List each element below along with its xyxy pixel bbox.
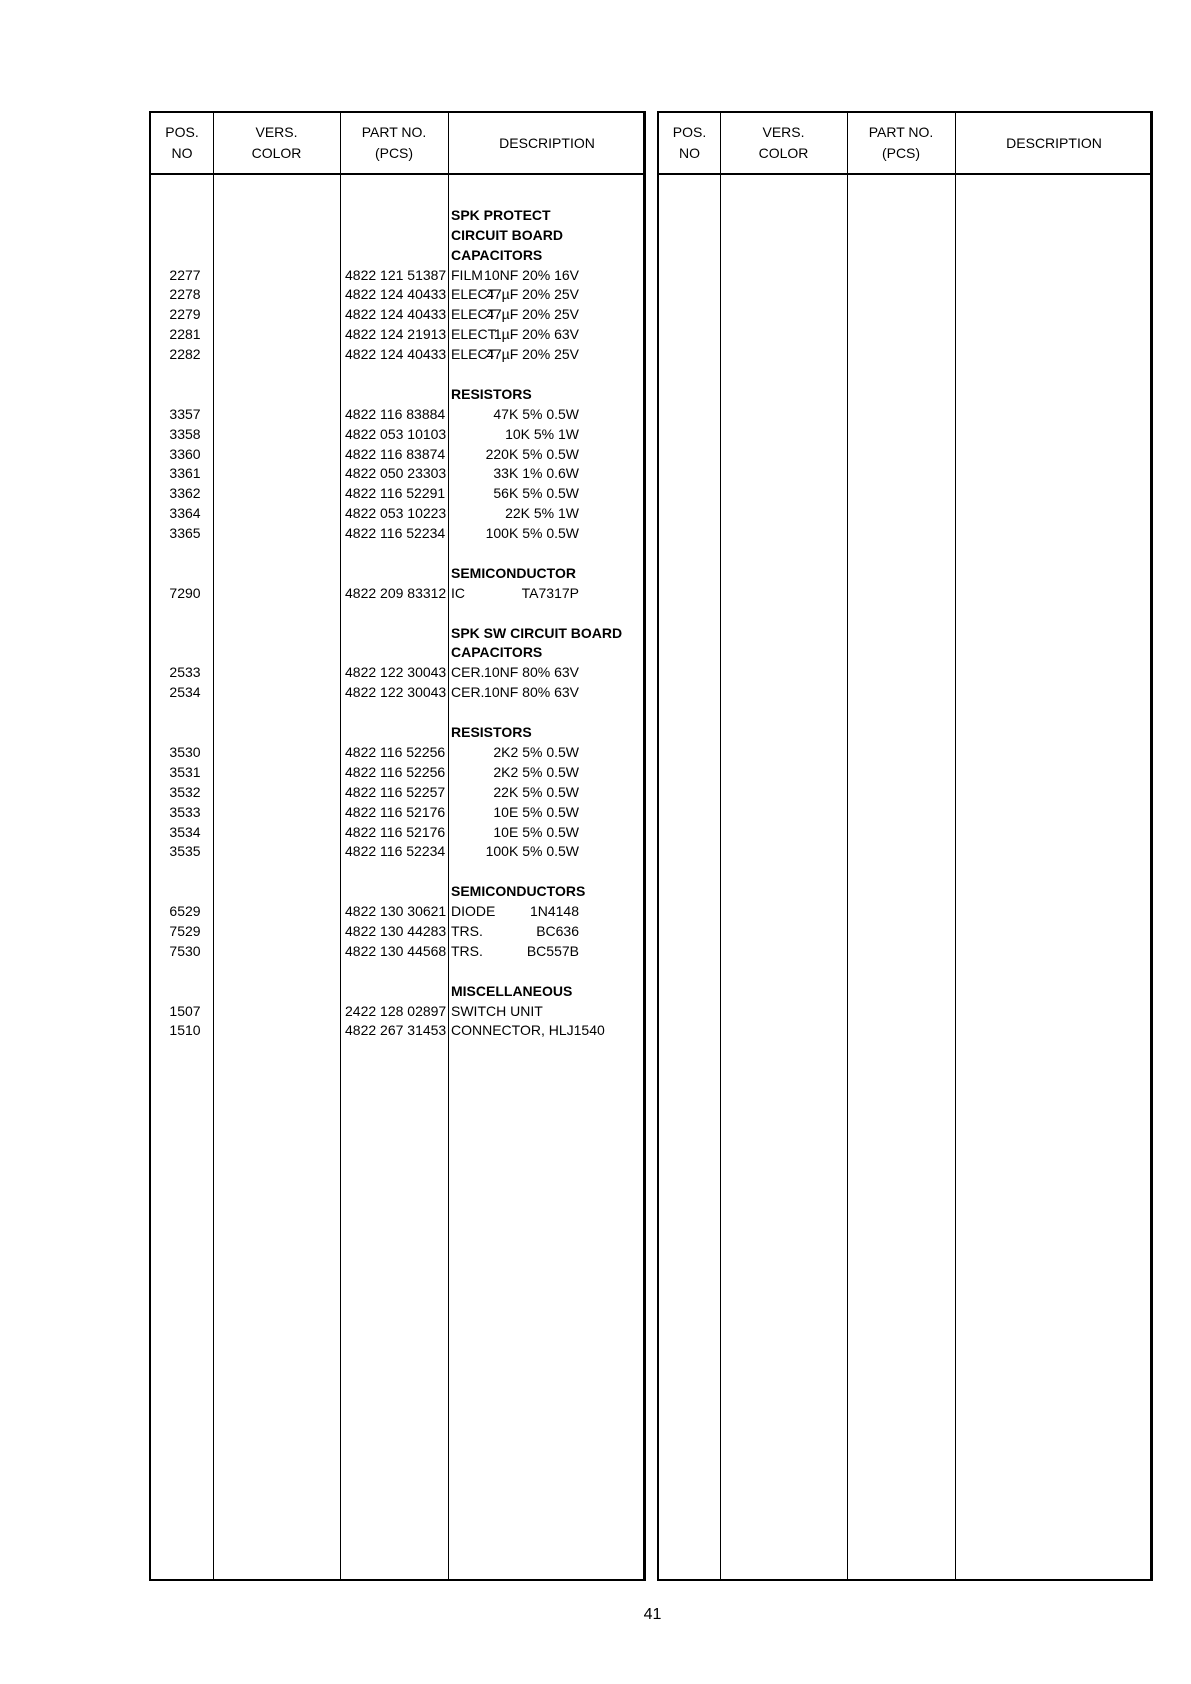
section-heading-text: CIRCUIT BOARD xyxy=(451,226,563,243)
part-no: 4822 124 40433 xyxy=(345,346,447,363)
header-part-no: PART NO. (PCS) xyxy=(868,124,934,161)
part-no: 4822 209 83312 xyxy=(345,584,447,601)
spacer-row xyxy=(151,862,643,882)
pos-no: 3361 xyxy=(169,465,201,482)
table-header xyxy=(151,113,643,175)
pos-no: 3534 xyxy=(169,823,201,840)
page-number: 41 xyxy=(643,1606,662,1623)
table-row xyxy=(151,405,643,425)
part-no: 4822 124 40433 xyxy=(345,306,447,323)
description-type: ELECT xyxy=(451,286,497,303)
spacer-row xyxy=(151,703,643,723)
pos-no: 7290 xyxy=(169,584,201,601)
description-value: 100K 5% 0.5W xyxy=(485,525,579,542)
part-no: 4822 050 23303 xyxy=(345,465,447,482)
part-no: 4822 124 21913 xyxy=(345,326,447,343)
column-divider xyxy=(955,113,956,1579)
table-row xyxy=(151,285,643,305)
table-row xyxy=(151,1002,643,1022)
header-part-no: PART NO. (PCS) xyxy=(361,124,427,161)
table-row xyxy=(151,902,643,922)
section-heading-text: MISCELLANEOUS xyxy=(451,982,573,999)
pos-no: 6529 xyxy=(169,903,201,920)
description-value: 1µF 20% 63V xyxy=(493,326,579,343)
table-row xyxy=(151,464,643,484)
part-no: 4822 053 10223 xyxy=(345,505,447,522)
description-value: 100K 5% 0.5W xyxy=(485,843,579,860)
description-type: ELECT xyxy=(451,326,497,343)
part-no: 4822 116 83874 xyxy=(345,445,446,462)
description-value: 1N4148 xyxy=(529,903,579,920)
parts-table-right xyxy=(657,111,1153,1581)
description-value: 47µF 20% 25V xyxy=(486,346,579,363)
part-no: 4822 116 52176 xyxy=(345,823,446,840)
section-heading xyxy=(151,882,643,902)
pos-no: 2277 xyxy=(169,266,201,283)
table-header xyxy=(659,113,1150,175)
pos-no: 7530 xyxy=(169,942,201,959)
pos-no: 3364 xyxy=(169,505,201,522)
description-value: BC636 xyxy=(536,922,579,939)
description-value: 2K2 5% 0.5W xyxy=(493,763,579,780)
part-no: 4822 116 52256 xyxy=(345,743,446,760)
pos-no: 2282 xyxy=(169,346,201,363)
part-no: 4822 116 52176 xyxy=(345,803,446,820)
table-row xyxy=(151,425,643,445)
description: CONNECTOR, HLJ1540 xyxy=(451,1022,605,1039)
description: SWITCH UNIT xyxy=(451,1002,543,1019)
section-heading xyxy=(151,723,643,743)
pos-no: 7529 xyxy=(169,922,201,939)
pos-no: 3530 xyxy=(169,743,201,760)
table-row xyxy=(151,803,643,823)
description-type: CER. xyxy=(451,664,485,681)
header-pos-no: POS. NO xyxy=(672,124,707,161)
table-row xyxy=(151,842,643,862)
header-description: DESCRIPTION xyxy=(1006,134,1102,151)
description-type: FILM xyxy=(451,266,483,283)
section-heading xyxy=(151,246,643,266)
part-no: 4822 122 30043 xyxy=(345,664,447,681)
description-value: 10K 5% 1W xyxy=(505,425,579,442)
table-row xyxy=(151,823,643,843)
header-pos-no: POS. NO xyxy=(165,124,199,161)
table-row xyxy=(151,663,643,683)
parts-list xyxy=(151,186,643,1041)
spacer-row xyxy=(151,365,643,385)
table-row xyxy=(151,743,643,763)
description-value: 10E 5% 0.5W xyxy=(493,823,579,840)
description-value: BC557B xyxy=(526,942,579,959)
part-no: 4822 121 51387 xyxy=(345,266,447,283)
pos-no: 3357 xyxy=(169,405,201,422)
part-no: 4822 053 10103 xyxy=(345,425,447,442)
description-value: 47µF 20% 25V xyxy=(486,306,579,323)
section-heading-text: SPK PROTECT xyxy=(451,206,551,223)
section-heading xyxy=(151,643,643,663)
part-no: 4822 116 52257 xyxy=(345,783,446,800)
part-no: 4822 116 52291 xyxy=(345,485,446,502)
pos-no: 3365 xyxy=(169,525,201,542)
part-no: 4822 267 31453 xyxy=(345,1022,447,1039)
table-row xyxy=(151,783,643,803)
section-heading xyxy=(151,226,643,246)
table-row xyxy=(151,445,643,465)
part-no: 2422 128 02897 xyxy=(345,1002,447,1019)
spacer-row xyxy=(151,604,643,624)
pos-no: 3533 xyxy=(169,803,201,820)
table-row xyxy=(151,683,643,703)
part-no: 4822 130 30621 xyxy=(345,903,447,920)
table-row xyxy=(151,504,643,524)
section-heading-text: SPK SW CIRCUIT BOARD xyxy=(451,624,623,641)
part-no: 4822 116 52234 xyxy=(345,843,446,860)
pos-no: 2533 xyxy=(169,664,201,681)
section-heading-text: RESISTORS xyxy=(451,724,532,741)
section-heading xyxy=(151,206,643,226)
part-no: 4822 122 30043 xyxy=(345,684,447,701)
description-value: 10NF 80% 63V xyxy=(484,684,579,701)
section-heading xyxy=(151,982,643,1002)
table-row xyxy=(151,325,643,345)
pos-no: 3360 xyxy=(169,445,201,462)
table-row xyxy=(151,584,643,604)
section-heading-text: SEMICONDUCTORS xyxy=(451,883,586,900)
table-row xyxy=(151,266,643,286)
section-heading-text: SEMICONDUCTOR xyxy=(451,564,576,581)
description-value: TA7317P xyxy=(521,584,579,601)
pos-no: 1507 xyxy=(169,1002,201,1019)
description-value: 22K 5% 1W xyxy=(505,505,579,522)
section-heading xyxy=(151,624,643,644)
section-heading-text: CAPACITORS xyxy=(451,644,543,661)
pos-no: 3531 xyxy=(169,763,201,780)
spacer-row xyxy=(151,962,643,982)
pos-no: 2278 xyxy=(169,286,201,303)
description-type: IC xyxy=(451,584,465,601)
description-type: TRS. xyxy=(451,922,483,939)
description-type: DIODE xyxy=(451,903,496,920)
table-row xyxy=(151,524,643,544)
table-row xyxy=(151,484,643,504)
description-type: ELECT xyxy=(451,306,497,323)
section-heading-text: CAPACITORS xyxy=(451,246,543,263)
description-value: 10NF 80% 63V xyxy=(484,664,579,681)
header-description: DESCRIPTION xyxy=(499,134,595,151)
section-heading-text: RESISTORS xyxy=(451,385,532,402)
column-divider xyxy=(720,113,721,1579)
part-no: 4822 116 83884 xyxy=(345,405,446,422)
pos-no: 3532 xyxy=(169,783,201,800)
table-row xyxy=(151,922,643,942)
pos-no: 1510 xyxy=(169,1022,201,1039)
column-divider xyxy=(847,113,848,1579)
pos-no: 3358 xyxy=(169,425,201,442)
description-value: 56K 5% 0.5W xyxy=(493,485,579,502)
description-value: 33K 1% 0.6W xyxy=(493,465,579,482)
description-value: 2K2 5% 0.5W xyxy=(493,743,579,760)
description-value: 10NF 20% 16V xyxy=(484,266,579,283)
pos-no: 2534 xyxy=(169,684,201,701)
description-value: 10E 5% 0.5W xyxy=(493,803,579,820)
pos-no: 2279 xyxy=(169,306,201,323)
pos-no: 3535 xyxy=(169,843,201,860)
description-type: TRS. xyxy=(451,942,483,959)
description-value: 47K 5% 0.5W xyxy=(493,405,579,422)
table-row xyxy=(151,305,643,325)
table-row xyxy=(151,942,643,962)
parts-table-left xyxy=(149,111,646,1581)
table-row xyxy=(151,763,643,783)
section-heading xyxy=(151,564,643,584)
header-vers-color: VERS. COLOR xyxy=(251,124,302,161)
pos-no: 2281 xyxy=(169,326,201,343)
part-no: 4822 130 44283 xyxy=(345,922,447,939)
description-value: 22K 5% 0.5W xyxy=(493,783,579,800)
table-row xyxy=(151,1021,643,1041)
description-value: 47µF 20% 25V xyxy=(486,286,579,303)
spacer-row xyxy=(151,544,643,564)
header-vers-color: VERS. COLOR xyxy=(758,124,809,161)
pos-no: 3362 xyxy=(169,485,201,502)
part-no: 4822 130 44568 xyxy=(345,942,447,959)
table-row xyxy=(151,345,643,365)
description-type: CER. xyxy=(451,684,485,701)
section-heading xyxy=(151,385,643,405)
part-no: 4822 124 40433 xyxy=(345,286,447,303)
description-type: ELECT xyxy=(451,346,497,363)
part-no: 4822 116 52234 xyxy=(345,525,446,542)
spacer-row xyxy=(151,186,643,206)
description-value: 220K 5% 0.5W xyxy=(485,445,579,462)
part-no: 4822 116 52256 xyxy=(345,763,446,780)
